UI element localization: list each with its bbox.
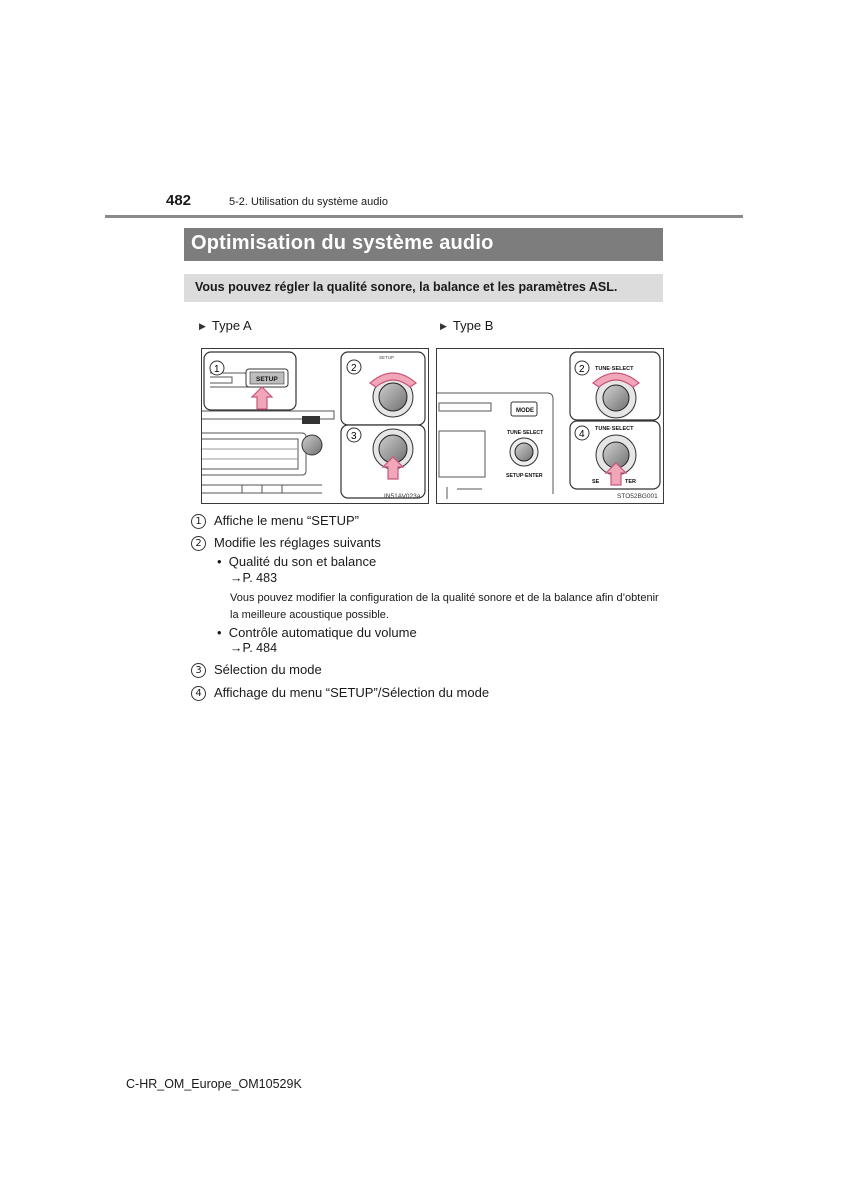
- triangle-icon: ▶: [199, 321, 206, 331]
- list-item: 4 Affichage du menu “SETUP”/Sélection du mode: [191, 685, 489, 701]
- type-a-illustration: [202, 349, 428, 503]
- svg-text:2: 2: [351, 363, 357, 374]
- number-3-icon: 3: [191, 663, 206, 678]
- page-reference-484: →P. 484: [230, 641, 278, 655]
- svg-text:TUNE·SELECT: TUNE·SELECT: [595, 426, 634, 432]
- number-1-icon: 1: [191, 514, 206, 529]
- section-title: Optimisation du système audio: [191, 232, 494, 254]
- mode-key-text: MODE: [516, 408, 534, 414]
- intro-text: Vous pouvez régler la qualité sonore, la balance et les paramètres ASL.: [195, 280, 618, 294]
- svg-text:2: 2: [579, 364, 585, 375]
- svg-text:4: 4: [579, 429, 585, 440]
- number-2-icon: 2: [191, 536, 206, 551]
- figure-code: STO52BG001: [617, 493, 658, 500]
- svg-text:1: 1: [214, 364, 220, 375]
- sound-note: Vous pouvez modifier la configuration de la qualité sonore et de la balance afin d’obtenir la meilleure acoustique possible.: [230, 592, 659, 621]
- document-code: C-HR_OM_Europe_OM10529K: [126, 1077, 302, 1091]
- figure-type-a: [201, 348, 429, 504]
- section-title-bar: [184, 228, 663, 261]
- list-item: 3 Sélection du mode: [191, 662, 322, 678]
- page-number: 482: [166, 192, 192, 209]
- type-b-illustration: [437, 349, 663, 503]
- setup-key-text: SETUP: [256, 376, 278, 383]
- figure-code: IN51AV023a: [384, 493, 421, 500]
- intro-box: [184, 274, 663, 302]
- svg-text:3: 3: [351, 431, 357, 442]
- breadcrumb: 5-2. Utilisation du système audio: [229, 196, 388, 208]
- sub-item-sound: • Qualité du son et balance: [217, 554, 377, 569]
- svg-text:SE: SE: [592, 479, 600, 485]
- sub-item-volume: • Contrôle automatique du volume: [217, 625, 417, 640]
- svg-text:SETUP·ENTER: SETUP·ENTER: [506, 473, 543, 479]
- list-item: 2 Modifie les réglages suivants: [191, 535, 381, 551]
- svg-text:SETUP: SETUP: [379, 355, 395, 360]
- svg-text:TUNE·SELECT: TUNE·SELECT: [595, 366, 634, 372]
- header-divider: [105, 215, 743, 218]
- list-item: 1 Affiche le menu “SETUP”: [191, 513, 359, 529]
- svg-text:TER: TER: [625, 479, 636, 485]
- page-reference-483: →P. 483: [230, 571, 278, 585]
- figure-type-b: [436, 348, 664, 504]
- setup-button-small: [302, 416, 320, 424]
- triangle-icon: ▶: [440, 321, 447, 331]
- number-4-icon: 4: [191, 686, 206, 701]
- type-a-label: ▶ Type A: [199, 318, 252, 333]
- svg-text:TUNE·SELECT: TUNE·SELECT: [507, 430, 544, 436]
- type-b-label: ▶ Type B: [440, 318, 494, 333]
